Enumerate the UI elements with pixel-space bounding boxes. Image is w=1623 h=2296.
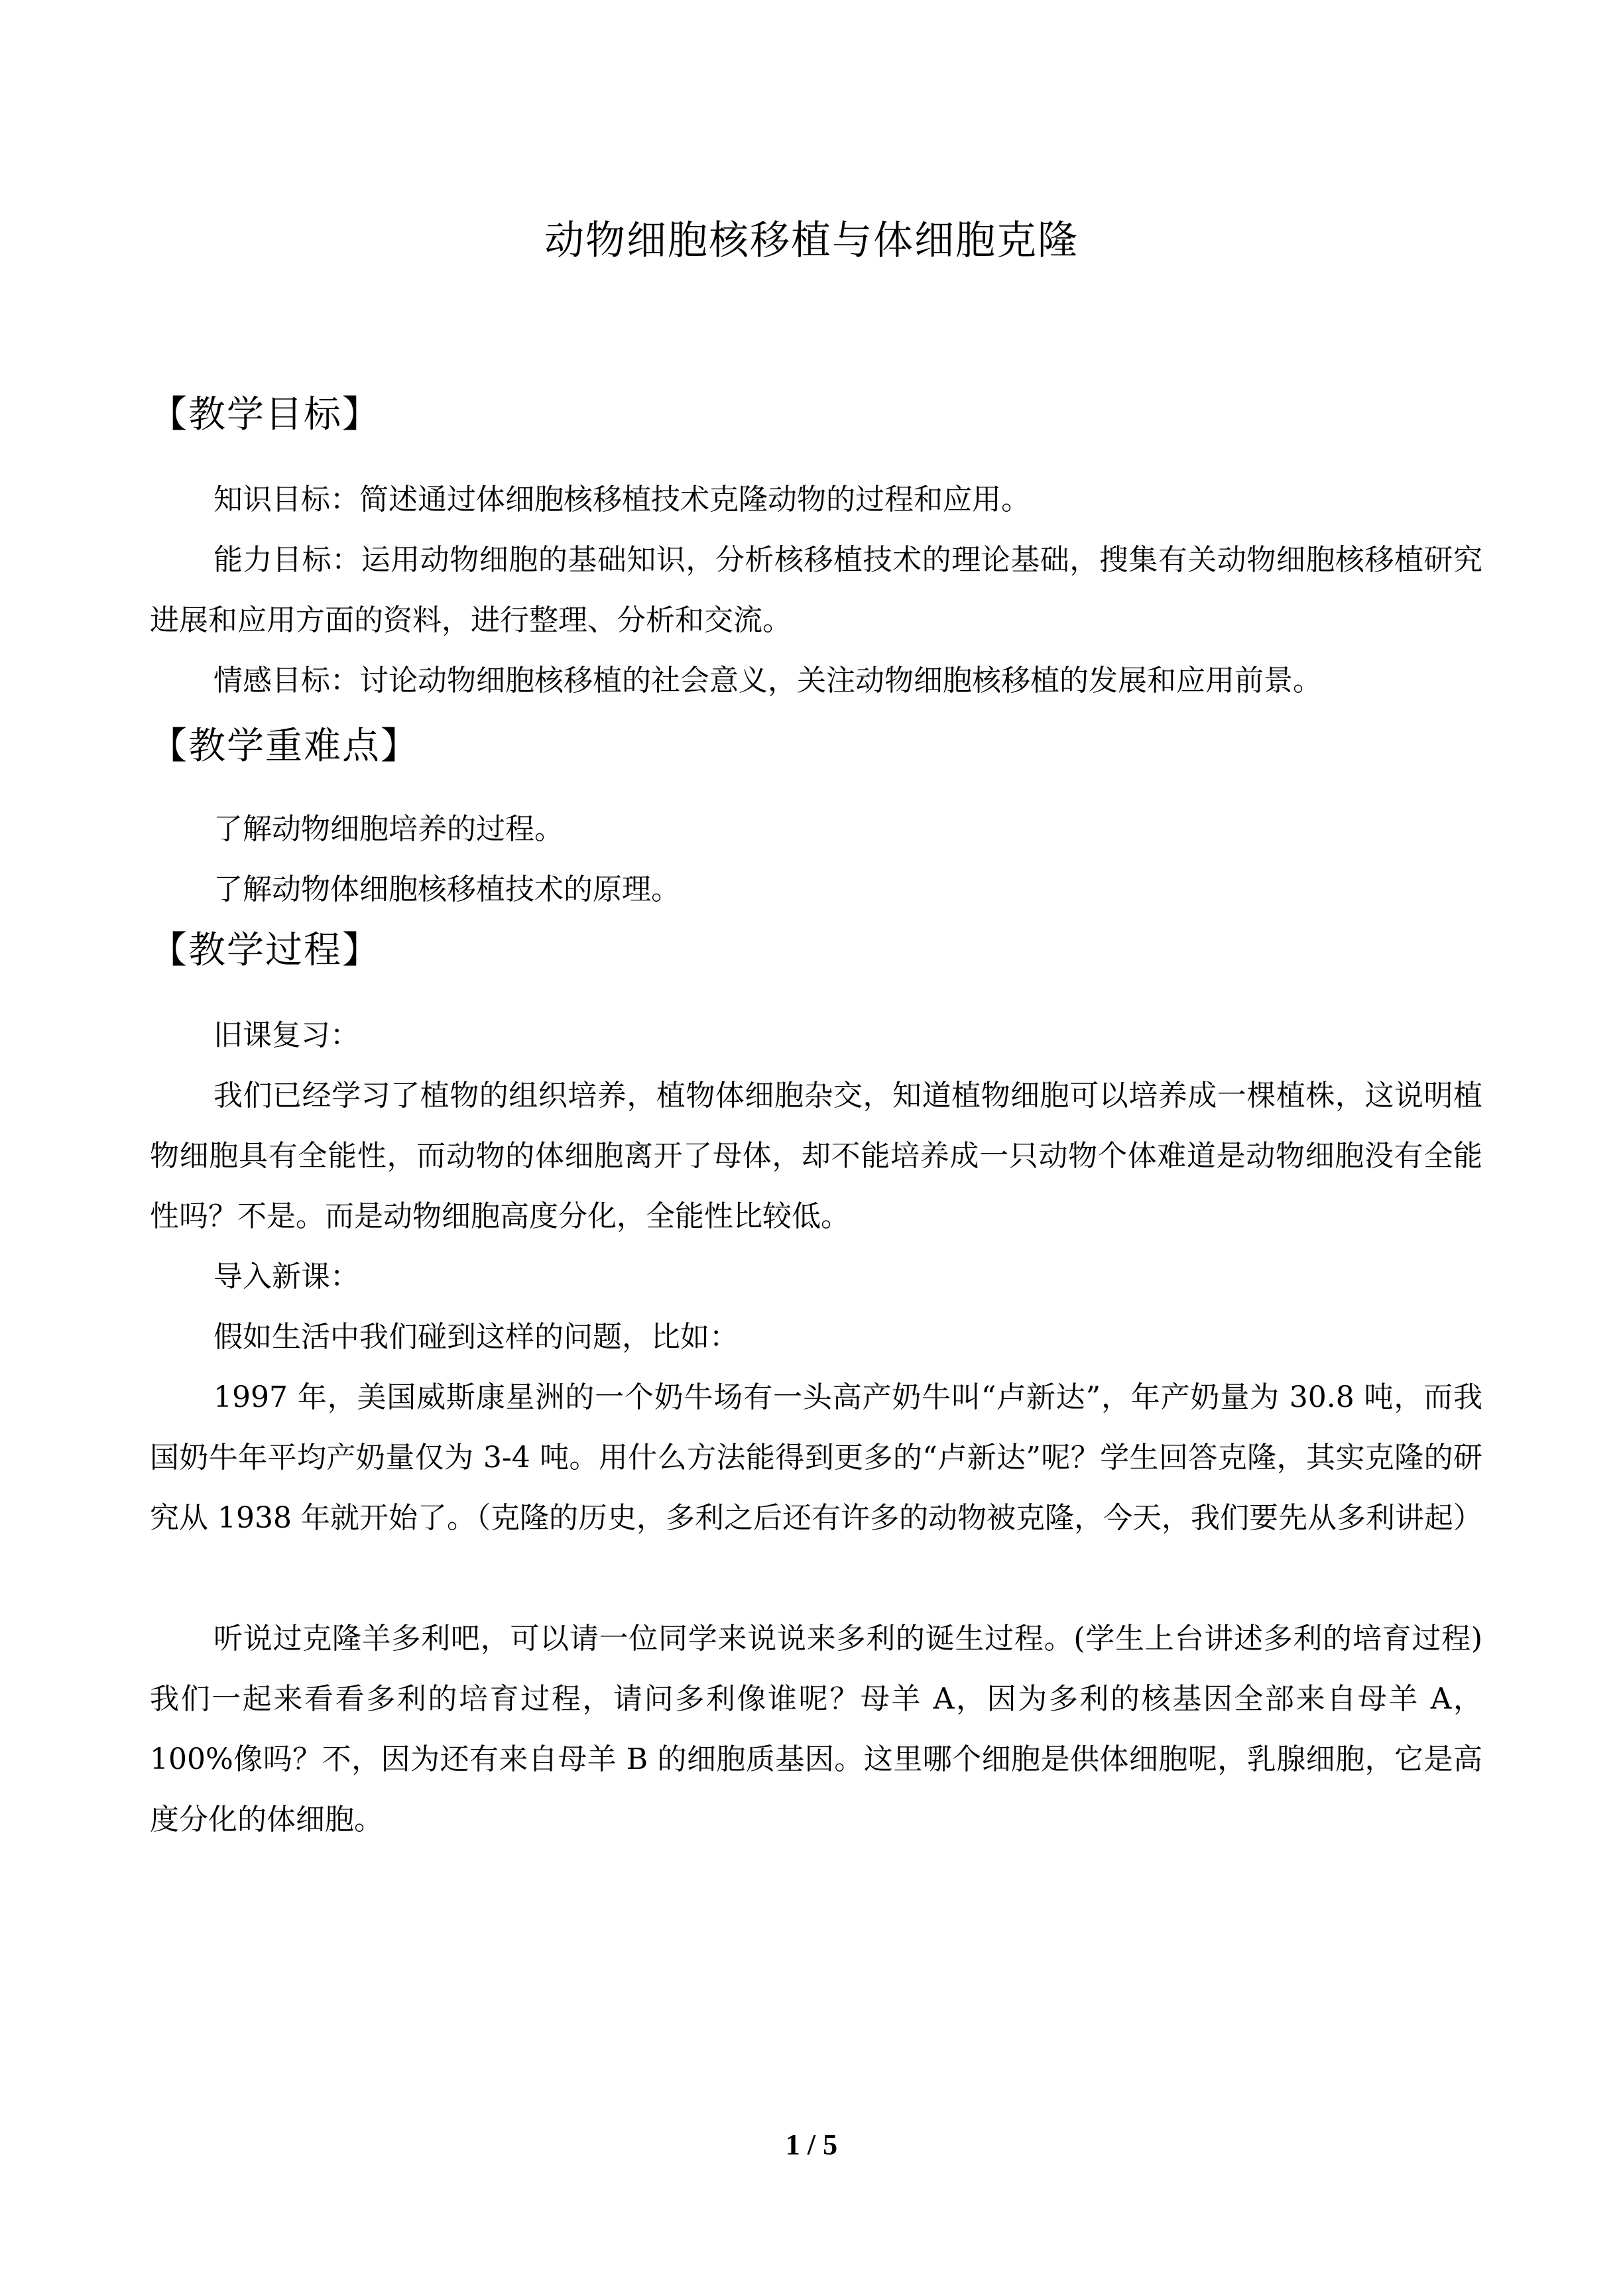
paragraph-ability-goal: 能力目标：运用动物细胞的基础知识，分析核移植技术的理论基础，搜集有关动物细胞核移植研究进展和应用方面的资料，进行整理、分析和交流。 xyxy=(150,543,1482,637)
paragraph-intro-label: 导入新课： xyxy=(213,1260,359,1294)
paragraph-intro-question: 假如生活中我们碰到这样的问题，比如： xyxy=(213,1320,739,1354)
page-number: 1 / 5 xyxy=(785,2128,838,2161)
paragraph-key-point-1: 了解动物细胞培养的过程。 xyxy=(213,812,564,846)
paragraph-dolly-story: 听说过克隆羊多利吧，可以请一位同学来说说来多利的诞生过程。(学生上台讲述多利的培育过程)我们一起来看看多利的培育过程，请问多利像谁呢？母羊 A，因为多利的核基因全部来自母羊 A，100%像吗？不，因为还有来自母羊 B 的细胞质基因。这里哪个细胞是供体细胞呢，乳腺细胞，它是高度分化的体细胞。 xyxy=(150,1622,1482,1837)
paragraph-knowledge-goal: 知识目标：简述通过体细胞核移植技术克隆动物的过程和应用。 xyxy=(213,483,1030,516)
section-heading-key-points: 【教学重难点】 xyxy=(150,725,419,768)
paragraph-key-point-2: 了解动物体细胞核移植技术的原理。 xyxy=(213,873,680,906)
paragraph-emotion-goal: 情感目标：讨论动物细胞核移植的社会意义，关注动物细胞核移植的发展和应用前景。 xyxy=(213,664,1322,697)
paragraph-review-label: 旧课复习： xyxy=(213,1018,359,1052)
section-heading-teaching-goals: 【教学目标】 xyxy=(150,393,381,436)
paragraph-review-content: 我们已经学习了植物的组织培养，植物体细胞杂交，知道植物细胞可以培养成一棵植株，这说明植物细胞具有全能性，而动物的体细胞离开了母体，却不能培养成一只动物个体难道是动物细胞没有全能性吗？不是。而是动物细胞高度分化，全能性比较低。 xyxy=(150,1079,1482,1233)
paragraph-lucinda-story: 1997 年，美国威斯康星洲的一个奶牛场有一头高产奶牛叫“卢新达”，年产奶量为 30.8 吨，而我国奶牛年平均产奶量仅为 3-4 吨。用什么方法能得到更多的“卢新达”呢？学生回答克隆，其实克隆的研究从 1938 年就开始了。（克隆的历史，多利之后还有许多的动物被克隆，今天，我们要先从多利讲起） xyxy=(150,1380,1482,1535)
document-title: 动物细胞核移植与体细胞克隆 xyxy=(544,217,1079,264)
section-heading-teaching-process: 【教学过程】 xyxy=(150,929,381,972)
